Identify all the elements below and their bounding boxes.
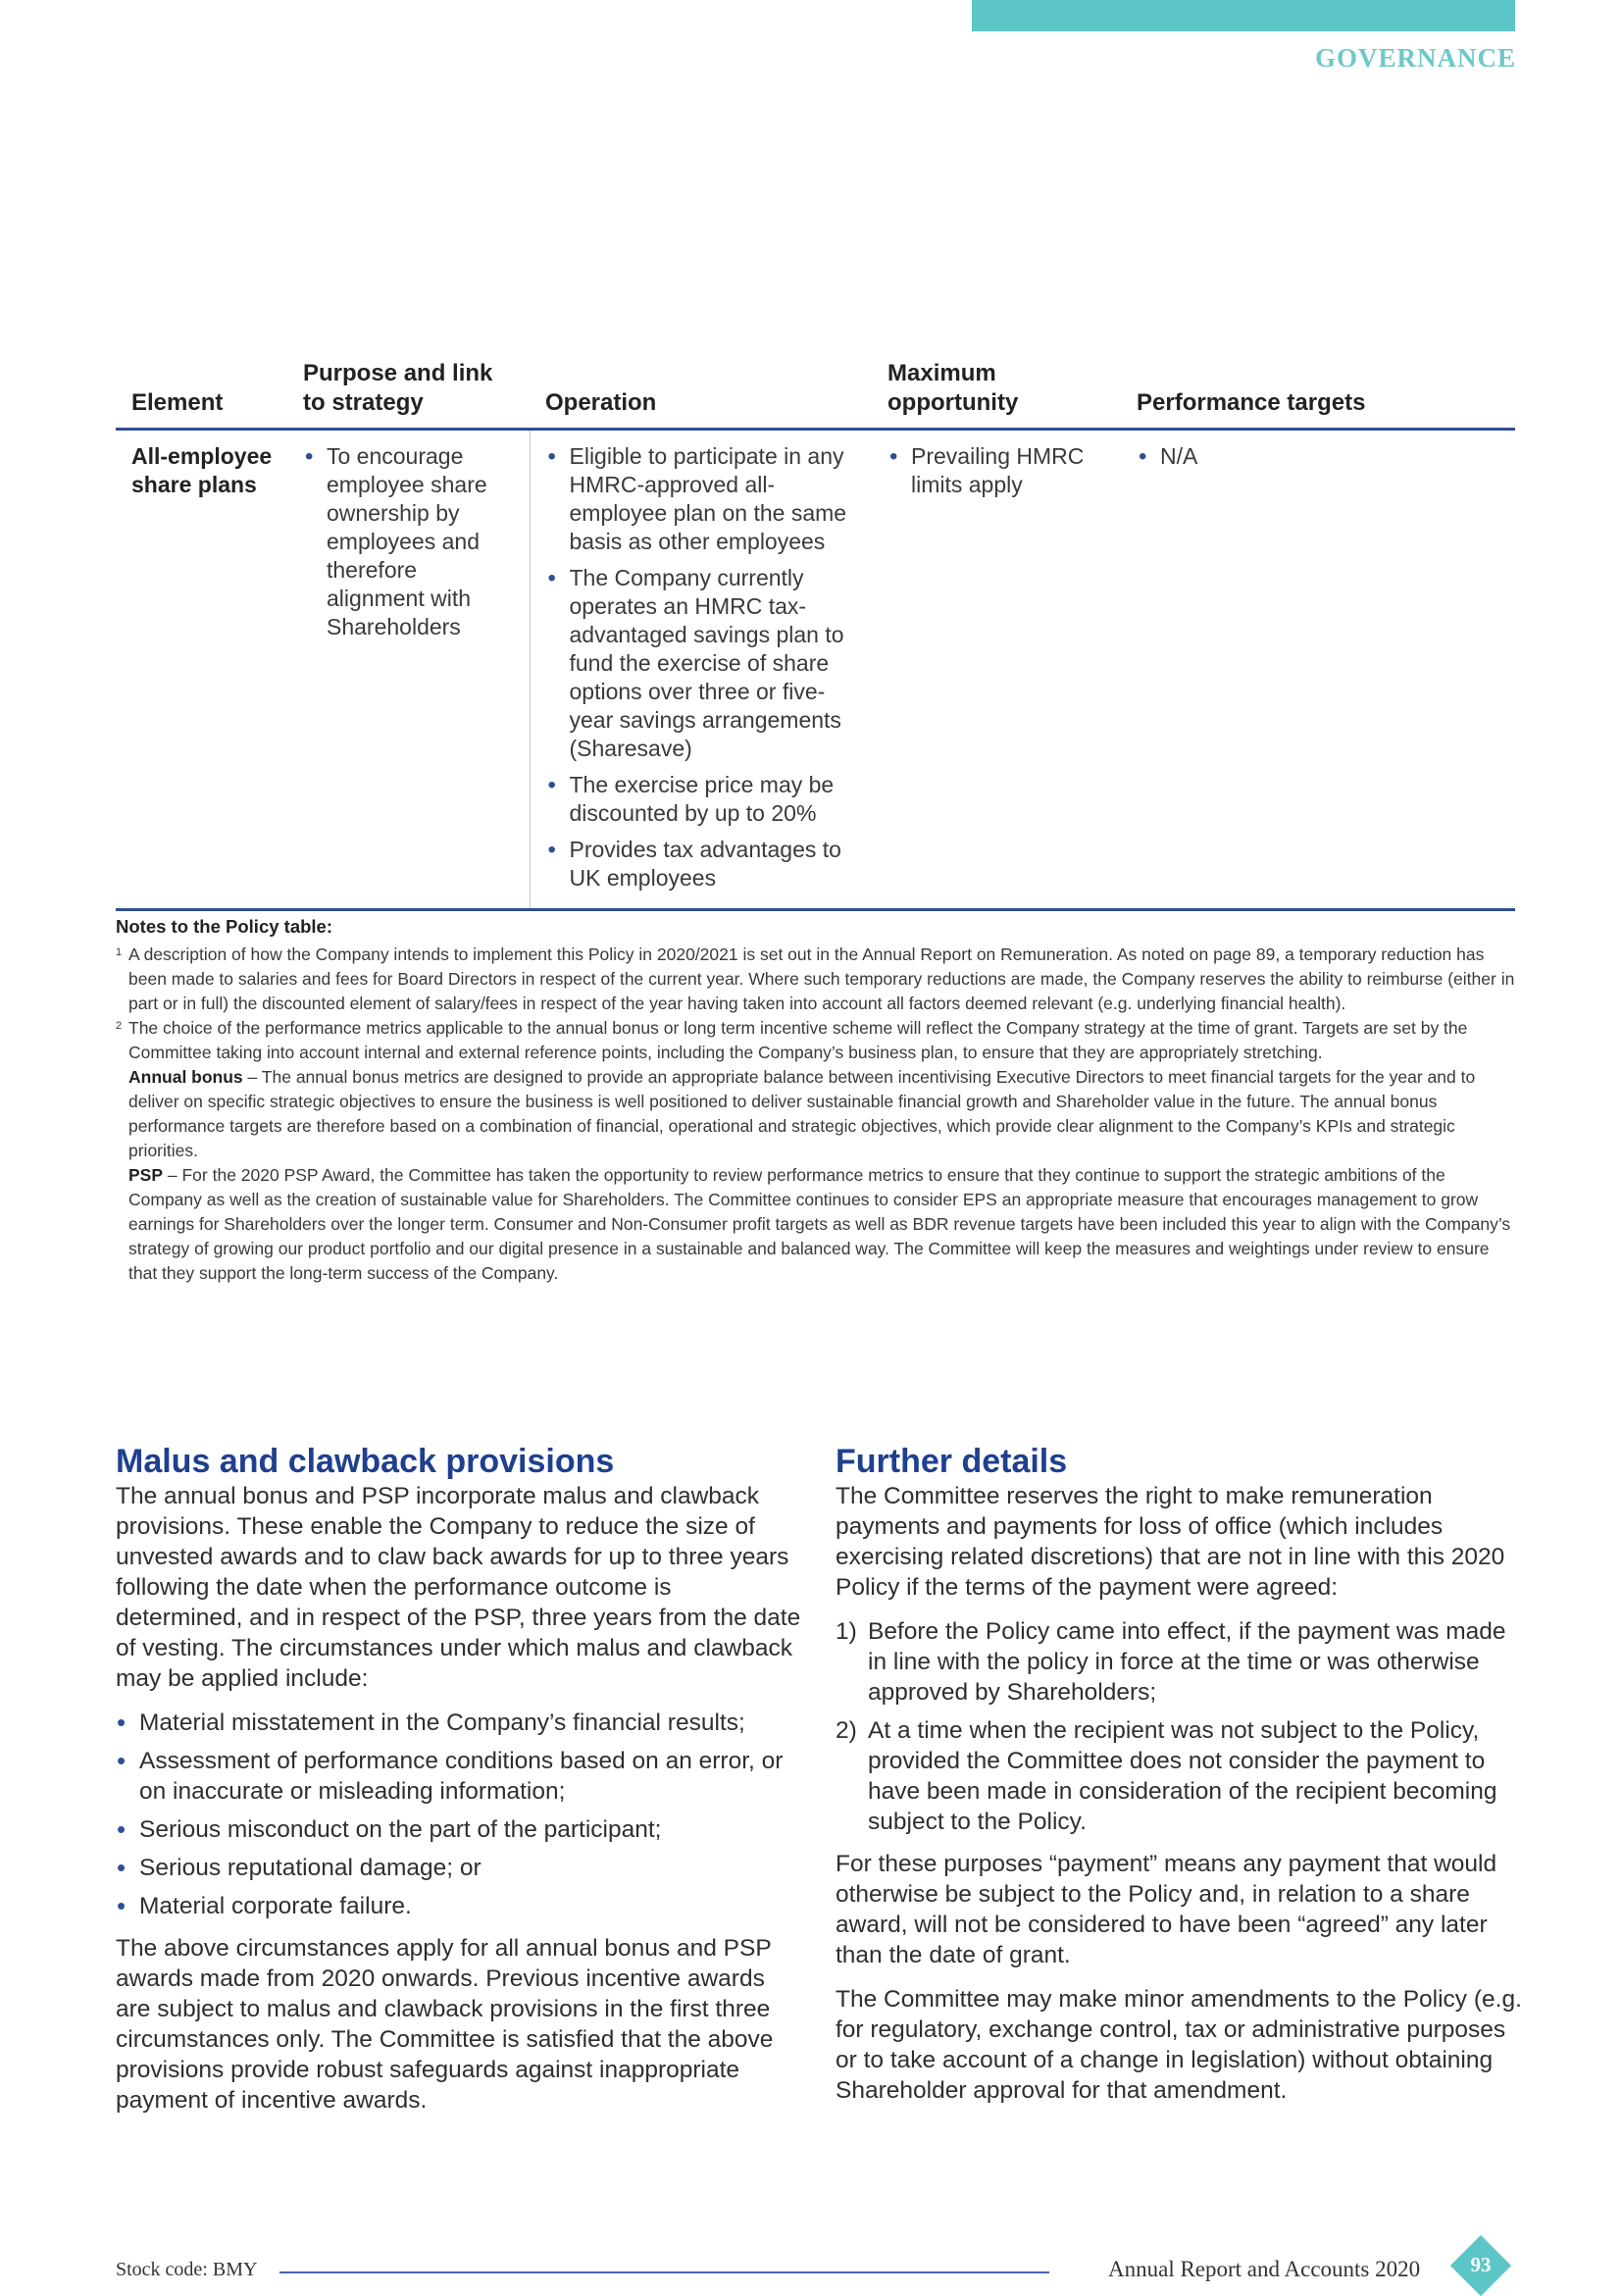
note-marker: 1	[116, 946, 123, 958]
list-item: • Prevailing HMRC limits apply	[887, 442, 1107, 499]
note-marker: 2	[116, 1020, 123, 1032]
cell-element: All-employee share plans	[116, 430, 287, 910]
table-header-row	[116, 359, 1515, 430]
footer-divider	[279, 2271, 1049, 2273]
note-annual-bonus: Annual bonus – The annual bonus metrics are designed to provide an appropriate balance between incentivising Executive Directors to meet financial targets for the year and to deliver on specific strategic objectives to ensure the business is well positioned to deliver sustainable financial growth and Shareholder value in the future. The annual bonus performance targets are therefore based on a combination of financial, operational and strategic objectives, which provide clear alignment to the Company’s KPIs and strategic priorities.	[128, 1067, 1476, 1160]
list-item: 1) Before the Policy came into effect, if the payment was made in line with the policy in force at the time or was otherwise approved by Shareholders;	[836, 1618, 1506, 1706]
note-psp: PSP – For the 2020 PSP Award, the Committee has taken the opportunity to review performance metrics to ensure that they continue to support the strategic ambitions of the Company as well as the creation of sustainable value for Shareholders. The Committee continues to consider EPS an appropriate measure that encourages management to grow earnings for Shareholders over the longer term. Consumer and Non-Consumer profit targets as well as BDR revenue targets have been included this year to align with the Company’s strategy of growing our product portfolio and our digital presence in a sustainable and balanced way. The Committee will keep the measures and weightings under review to ensure that they support the long-term success of the Company.	[128, 1165, 1511, 1283]
list-item: • The exercise price may be discounted by up to 20%	[546, 771, 859, 828]
cell-performance	[1121, 430, 1515, 910]
list-item: • Provides tax advantages to UK employees	[546, 836, 859, 893]
header-accent-bar	[972, 0, 1515, 31]
list-item: • N/A	[1137, 442, 1501, 471]
header-operation: Operation	[530, 359, 872, 430]
header-element: Element	[116, 359, 287, 430]
list-item: • Material corporate failure.	[116, 1891, 802, 1921]
cell-maximum	[872, 430, 1121, 910]
header-maximum: Maximum opportunity	[872, 359, 1121, 430]
section-label: GOVERNANCE	[1314, 43, 1516, 73]
further-list	[836, 1616, 1522, 1837]
header-performance: Performance targets	[1121, 359, 1515, 430]
further-heading: Further details	[836, 1443, 1068, 1480]
list-item: • Assessment of performance conditions based on an error, or on inaccurate or misleading information;	[116, 1746, 802, 1807]
cell-purpose	[287, 430, 530, 910]
page-number: 93	[1470, 2253, 1492, 2276]
note-1: 1 A description of how the Company intends to implement this Policy in 2020/2021 is set out in the Annual Report on Remuneration. As noted on page 89, a temporary reduction has been made to salaries and fees for Board Directors in respect of the current year. Where such temporary reductions are made, the Company reserves the ability to reimburse (either in part or in full) the discounted element of salary/fees in respect of the year having taken into account all factors deemed relevant (e.g. underlying financial health).	[116, 943, 1518, 1016]
header-purpose: Purpose and link to strategy	[287, 359, 530, 430]
further-para-3: The Committee may make minor amendments to the Policy (e.g. for regulatory, exchange control, tax or administrative purposes or to take account of a change in legislation) without obtaining Shareholder approval for that amendment.	[836, 1986, 1522, 2104]
list-item: • To encourage employee share ownership by employees and therefore alignment with Shareholders	[303, 442, 516, 641]
policy-table	[116, 359, 1515, 911]
table-row	[116, 430, 1515, 910]
footer-stock-code: Stock code: BMY	[116, 2259, 258, 2280]
malus-list	[116, 1708, 802, 1921]
further-para-2: For these purposes “payment” means any payment that would otherwise be subject to the Policy and, in relation to a share award, will not be considered to have been “agreed” any later than the date of grant.	[836, 1851, 1497, 1968]
policy-notes	[116, 914, 1518, 1286]
list-item: • Serious misconduct on the part of the participant;	[116, 1814, 802, 1845]
further-intro: The Committee reserves the right to make remuneration payments and payments for loss of office (which includes exercising related discretions) that are not in line with this 2020 Policy if the terms of the payment were agreed:	[836, 1483, 1505, 1601]
list-item: • Serious reputational damage; or	[116, 1853, 802, 1883]
malus-intro: The annual bonus and PSP incorporate malus and clawback provisions. These enable the Company to reduce the size of unvested awards and to claw back awards for up to three years following the date when the performance outcome is determined, and in respect of the PSP, three years from the date of vesting. The circumstances under which malus and clawback may be applied include:	[116, 1483, 801, 1692]
note-2: 2 The choice of the performance metrics applicable to the annual bonus or long term incentive scheme will reflect the Company strategy at the time of grant. Targets are set by the Committee taking into account internal and external reference points, including the Company’s business plan, to ensure that they are appropriately stretching.	[116, 1016, 1518, 1065]
list-item: 2) At a time when the recipient was not subject to the Policy, provided the Committee does not consider the payment to have been made in consideration of the recipient becoming subject to the Policy.	[836, 1717, 1497, 1835]
list-item: • Material misstatement in the Company’s financial results;	[116, 1708, 802, 1738]
list-item: • The Company currently operates an HMRC tax-advantaged savings plan to fund the exercise of share options over three or five-year savings arrangements (Sharesave)	[546, 564, 859, 763]
malus-heading: Malus and clawback provisions	[116, 1443, 615, 1480]
cell-operation	[530, 430, 872, 910]
notes-title: Notes to the Policy table:	[116, 916, 333, 937]
malus-section	[116, 1442, 802, 2129]
list-item: • Eligible to participate in any HMRC-approved all-employee plan on the same basis as other employees	[546, 442, 859, 556]
malus-closing: The above circumstances apply for all annual bonus and PSP awards made from 2020 onwards. Previous incentive awards are subject to malus and clawback provisions in the first three circumstances only. The Committee is satisfied that the above provisions provide robust safeguards against inappropriate payment of incentive awards.	[116, 1935, 774, 2114]
further-details-section	[836, 1442, 1522, 2119]
footer-report-title: Annual Report and Accounts 2020	[1108, 2257, 1421, 2281]
